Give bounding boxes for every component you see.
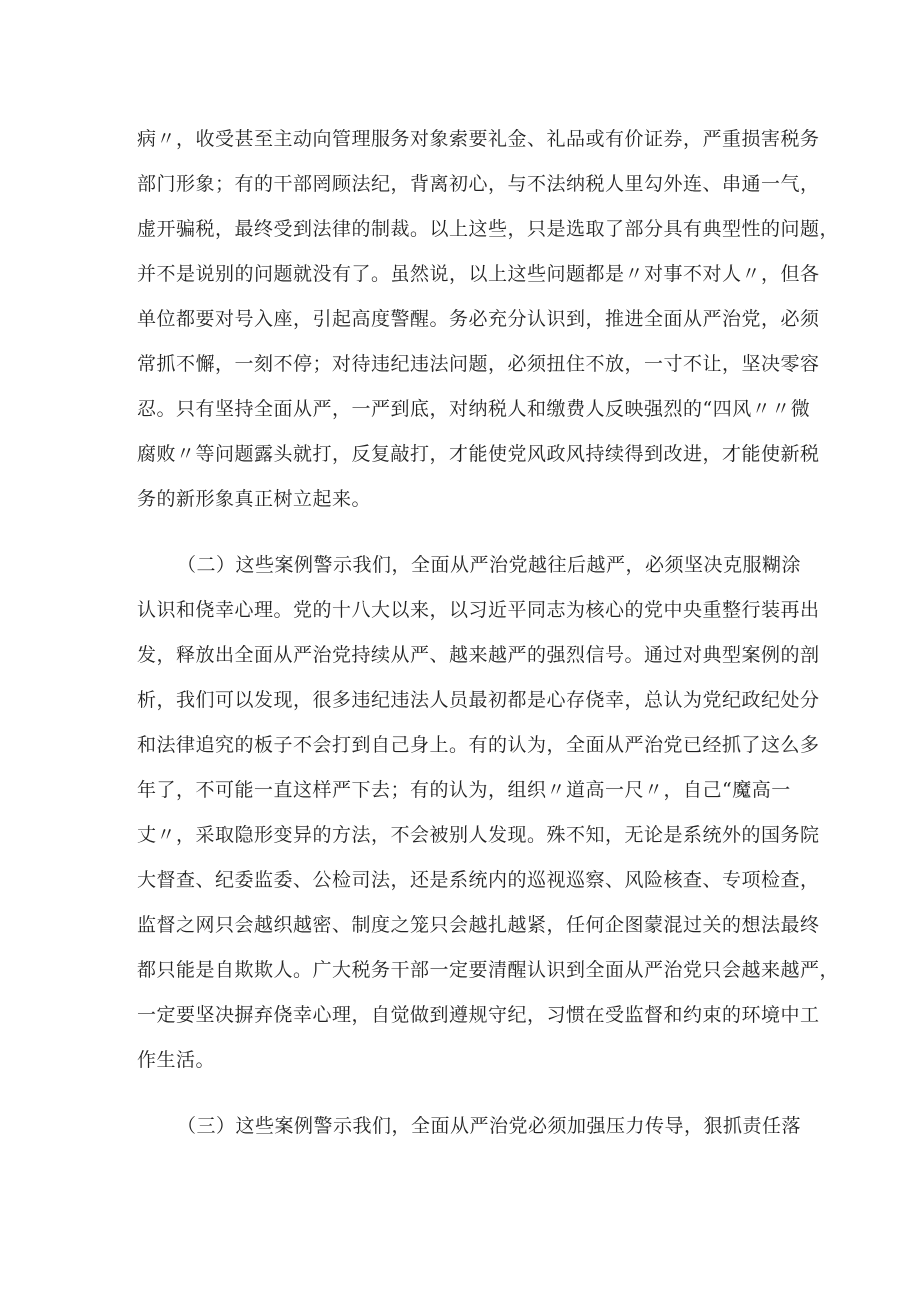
- text-line: 病〃，收受甚至主动向管理服务对象索要礼金、礼品或有价证券，严重损害税务: [137, 128, 820, 150]
- text-line: 务的新形象真正树立起来。: [137, 488, 372, 510]
- text-line: 虚开骗税，最终受到法律的制裁。以上这些，只是选取了部分具有典型性的问题，: [137, 218, 840, 240]
- text-line: 忍。只有坚持全面从严，一严到底，对纳税人和缴费人反映强烈的“四风〃〃微: [137, 398, 811, 420]
- text-line: 作生活。: [137, 1049, 216, 1071]
- text-line: 单位都要对号入座，引起高度警醒。务必充分认识到，推进全面从严治党，必须: [137, 308, 820, 330]
- paragraph-heading-line: （三）这些案例警示我们，全面从严治党必须加强压力传导，狠抓责任落: [177, 1115, 802, 1137]
- text-line: 大督查、纪委监委、公检司法，还是系统内的巡视巡察、风险核查、专项检查，: [137, 869, 820, 891]
- text-line: 监督之网只会越织越密、制度之笼只会越扎越紧，任何企图蒙混过关的想法最终: [137, 914, 820, 936]
- text-line: 年了，不可能一直这样严下去；有的认为，组织〃道高一尺〃，自己“魔高一: [137, 779, 791, 801]
- text-line: 腐败〃等问题露头就打，反复敲打，才能使党风政风持续得到改进，才能使新税: [137, 443, 820, 465]
- text-line: 一定要坚决摒弃侥幸心理，自觉做到遵规守纪，习惯在受监督和约束的环境中工: [137, 1004, 820, 1026]
- text-line: 部门形象；有的干部罔顾法纪，背离初心，与不法纳税人里勾外连、串通一气，: [137, 173, 820, 195]
- text-line: 丈〃，采取隐形变异的方法，不会被别人发现。殊不知，无论是系统外的国务院: [137, 824, 820, 846]
- text-line: 都只能是自欺欺人。广大税务干部一定要清醒认识到全面从严治党只会越来越严，: [137, 959, 840, 981]
- text-line: 析，我们可以发现，很多违纪违法人员最初都是心存侥幸，总认为党纪政纪处分: [137, 689, 820, 711]
- text-line: 发，释放出全面从严治党持续从严、越来越严的强烈信号。通过对典型案例的剖: [137, 644, 820, 666]
- text-line: 常抓不懈，一刻不停；对待违纪违法问题，必须扭住不放，一寸不让，坚决零容: [137, 353, 820, 375]
- text-line: 和法律追究的板子不会打到自己身上。有的认为，全面从严治党已经抓了这么多: [137, 734, 820, 756]
- text-line: 并不是说别的问题就没有了。虽然说，以上这些问题都是〃对事不对人〃，但各: [137, 263, 820, 285]
- text-line: 认识和侥幸心理。党的十八大以来，以习近平同志为核心的党中央重整行装再出: [137, 599, 820, 621]
- paragraph-heading-line: （二）这些案例警示我们，全面从严治党越往后越严，必须坚决克服糊涂: [177, 554, 802, 576]
